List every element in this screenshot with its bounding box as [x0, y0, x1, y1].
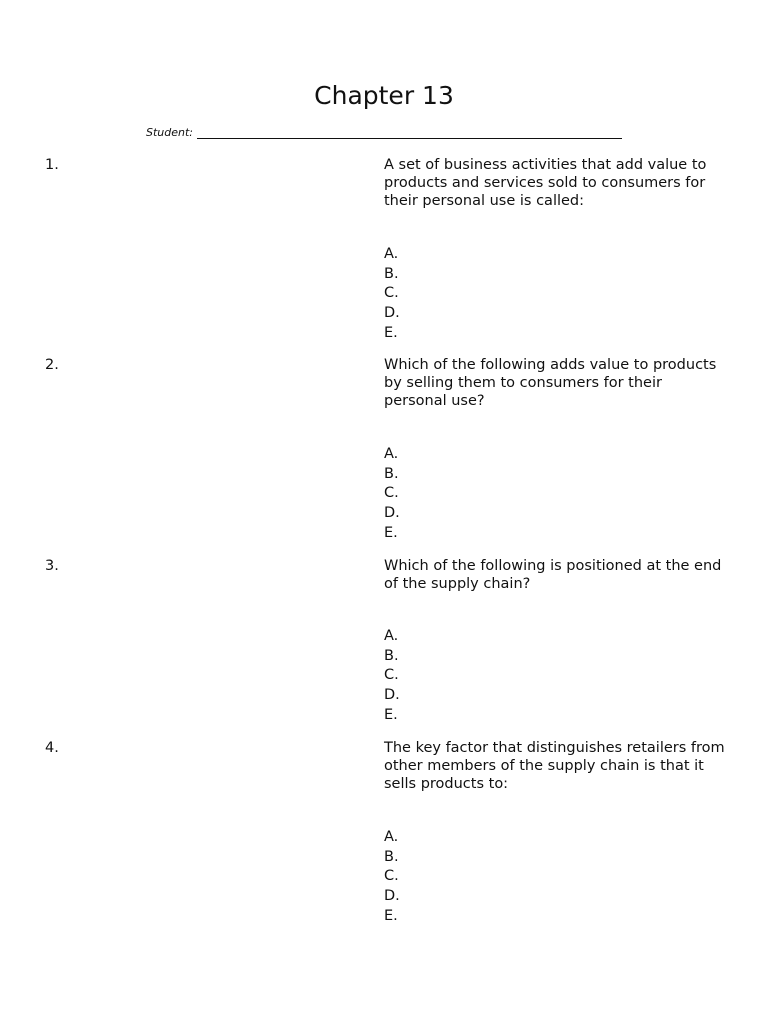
question-number: 2. [45, 357, 59, 373]
answer-options [384, 627, 400, 725]
answer-options [384, 445, 400, 543]
option-c[interactable]: C. [384, 868, 399, 885]
option-e[interactable]: E. [384, 706, 398, 723]
option-d[interactable]: D. [384, 687, 400, 704]
student-name-blank[interactable] [197, 125, 622, 139]
page-title: Chapter 13 [314, 81, 454, 110]
option-a[interactable]: A. [384, 628, 399, 644]
student-name-line [146, 124, 622, 140]
option-d[interactable]: D. [384, 888, 400, 905]
question-text: The key factor that distinguishes retailers from other members of the supply chain is that it sells products to: [384, 740, 725, 792]
option-b[interactable]: B. [384, 647, 399, 664]
option-b[interactable]: B. [384, 465, 399, 482]
option-b[interactable]: B. [384, 848, 399, 865]
option-d[interactable]: D. [384, 505, 400, 522]
option-a[interactable]: A. [384, 446, 399, 462]
option-c[interactable]: C. [384, 667, 399, 684]
option-d[interactable]: D. [384, 305, 400, 322]
option-e[interactable]: E. [384, 907, 398, 924]
question-number: 4. [45, 740, 59, 756]
question-number: 3. [45, 558, 59, 574]
question-text: A set of business activities that add value to products and services sold to consumers for their personal use is called: [384, 157, 707, 209]
option-e[interactable]: E. [384, 524, 398, 541]
question-text: Which of the following adds value to products by selling them to consumers for their personal use? [384, 357, 717, 409]
question-number: 1. [45, 157, 59, 173]
option-a[interactable]: A. [384, 246, 399, 262]
option-c[interactable]: C. [384, 485, 399, 502]
answer-options [384, 828, 400, 926]
option-c[interactable]: C. [384, 285, 399, 302]
option-a[interactable]: A. [384, 829, 399, 845]
question-text: Which of the following is positioned at the end of the supply chain? [384, 558, 722, 592]
student-label: Student: [146, 126, 194, 139]
answer-options [384, 245, 400, 343]
option-b[interactable]: B. [384, 265, 399, 282]
option-e[interactable]: E. [384, 324, 398, 341]
